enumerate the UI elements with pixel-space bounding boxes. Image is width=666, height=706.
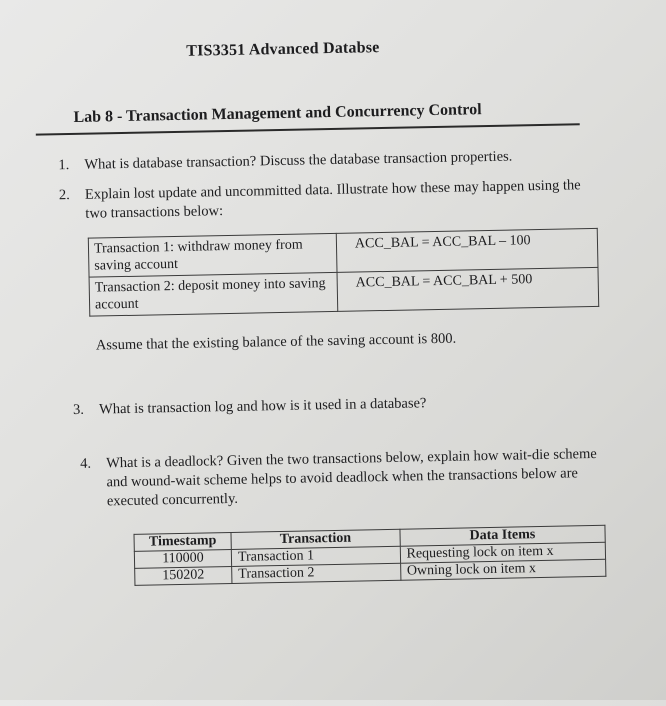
question-text: What is a deadlock? Given the two transactions below, explain how wait-die scheme and wound-wait scheme helps to avoid deadlock when the transactions below are executed concurrently. [105, 445, 597, 510]
lab-title: Lab 8 - Transaction Management and Concurrency Control [73, 101, 482, 126]
question-number: 3. [72, 401, 85, 418]
transaction-cell: Transaction 1 [231, 546, 400, 566]
transaction-description: Transaction 1: withdraw money from saving account [88, 233, 337, 277]
transactions-table [88, 228, 599, 317]
transaction-operation: ACC_BAL = ACC_BAL + 500 [337, 267, 599, 311]
data-items-cell: Requesting lock on item x [400, 542, 606, 563]
timestamp-cell: 150202 [135, 566, 232, 585]
question-1 [58, 146, 578, 174]
transaction-operation: ACC_BAL = ACC_BAL – 100 [336, 228, 598, 272]
question-4 [79, 445, 610, 510]
question-text: What is transaction log and how is it used in a database? [98, 395, 427, 418]
question-2 [58, 176, 589, 222]
column-header-data-items: Data Items [400, 525, 606, 546]
question-number: 2. [58, 187, 71, 204]
transaction-description: Transaction 2: deposit money into saving account [89, 272, 338, 316]
transaction-cell: Transaction 2 [232, 563, 401, 583]
balance-assumption: Assume that the existing balance of the saving account is 800. [95, 330, 457, 354]
question-3 [72, 391, 593, 418]
table-row [89, 267, 599, 316]
question-text: What is database transaction? Discuss the database transaction properties. [84, 148, 513, 173]
lock-table [133, 525, 606, 586]
column-header-timestamp: Timestamp [134, 532, 231, 551]
timestamp-cell: 110000 [134, 549, 231, 568]
data-items-cell: Owning lock on item x [400, 559, 606, 580]
column-header-transaction: Transaction [231, 529, 400, 549]
question-number: 1. [58, 157, 70, 174]
question-number: 4. [79, 455, 92, 472]
question-text: Explain lost update and uncommitted data. Illustrate how these may happen using the two transactions below: [84, 177, 581, 222]
course-title: TIS3351 Advanced Databse [186, 39, 380, 60]
